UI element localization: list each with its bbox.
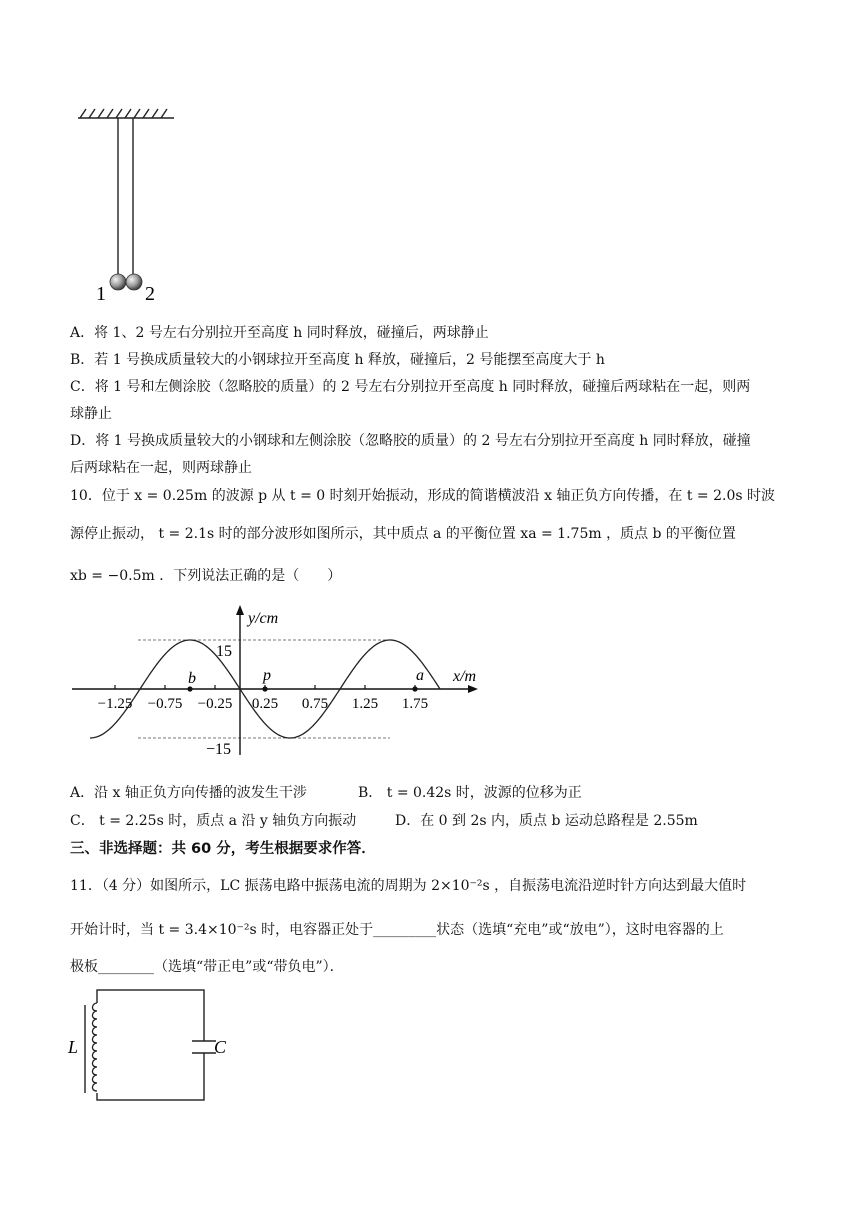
q11-stem-line1: 11．（4 分）如图所示，LC 振荡电路中振荡电流的周期为 2×10⁻²s ，自振荡电流沿逆时针方向达到最大值时 (70, 878, 747, 894)
q10-stem-line3: xb = −0.5m ．下列说法正确的是（ ） (70, 568, 342, 584)
inductor-gap-cover (92, 1003, 104, 1093)
q10-option-d: D．在 0 到 2s 内，质点 b 运动总路程是 2.55m (395, 813, 698, 829)
q9-option-b: B．若 1 号换成质量较大的小钢球拉开至高度 h 释放，碰撞后，2 号能摆至高度大于 h (70, 352, 605, 368)
x-axis-arrow (468, 685, 478, 693)
wave-chart (70, 603, 490, 763)
x-tick-label: −0.75 (147, 696, 183, 712)
q9-option-a: A．将 1、2 号左右分别拉开至高度 h 同时释放，碰撞后，两球静止 (70, 325, 489, 341)
point-a-dot (412, 686, 417, 691)
ball-2-label: 2 (145, 283, 155, 305)
pendulum-figure (70, 100, 190, 305)
point-p-label: p (263, 667, 271, 684)
q9-option-c-line1: C．将 1 号和左侧涂胶（忽略胶的质量）的 2 号左右分别拉开至高度 h 同时释放，碰撞后两球粘在一起，则两 (70, 379, 751, 395)
q10-stem-line1: 10．位于 x = 0.25m 的波源 p 从 t = 0 时刻开始振动，形成的简谐横波沿 x 轴正负方向传播，在 t = 2.0s 时波 (70, 488, 776, 504)
inductor-label: L (68, 1037, 79, 1057)
capacitor-label: C (214, 1037, 227, 1057)
q9-option-c-line2: 球静止 (70, 406, 112, 422)
q10-option-a: A．沿 x 轴正负方向传播的波发生干涉 (70, 785, 307, 801)
q9-option-d-line1: D．将 1 号换成质量较大的小钢球和左侧涂胶（忽略胶的质量）的 2 号左右分别拉开至高度 h 同时释放，碰撞 (70, 433, 751, 449)
wire-gap-cover (198, 1041, 210, 1053)
q9-option-d-line2: 后两球粘在一起，则两球静止 (70, 460, 252, 476)
point-a-label: a (416, 667, 424, 684)
q10-option-b: B． t = 0.42s 时，波源的位移为正 (358, 785, 582, 801)
q11-stem-line3: 极板________（选填“带正电”或“带负电”）． (70, 959, 344, 975)
q10-stem-line2: 源停止振动， t = 2.1s 时的部分波形如图所示，其中质点 a 的平衡位置 xa = 1.75m ，质点 b 的平衡位置 (70, 526, 736, 542)
point-b-dot (187, 686, 192, 691)
x-tick-label: −0.25 (197, 696, 233, 712)
point-b-label: b (188, 670, 196, 687)
y-axis-label: y/cm (248, 610, 279, 627)
point-p-dot (262, 686, 267, 691)
ball-1-label: 1 (96, 283, 106, 305)
ceiling-hatch (78, 109, 174, 118)
lc-circuit (64, 983, 244, 1108)
amplitude-label-neg: −15 (206, 741, 232, 758)
x-tick-label: 0.25 (251, 696, 279, 712)
ball-2 (126, 274, 142, 290)
section-heading: 三、非选择题：共 60 分，考生根据要求作答． (70, 841, 376, 857)
q11-stem-line2: 开始计时，当 t = 3.4×10⁻²s 时，电容器正处于_________状态（选填“充电”或“放电”），这时电容器的上 (70, 922, 724, 938)
ball-1 (110, 274, 126, 290)
x-axis-label: x/m (453, 668, 477, 685)
circuit-wire (97, 990, 204, 1100)
x-tick-label: 1.25 (351, 696, 379, 712)
y-axis-arrow (236, 605, 244, 615)
amplitude-label-pos: 15 (216, 643, 232, 660)
x-tick-label: 0.75 (301, 696, 329, 712)
q10-option-c: C． t = 2.25s 时，质点 a 沿 y 轴负方向振动 (70, 813, 357, 829)
x-tick-label: 1.75 (401, 696, 429, 712)
x-tick-label: −1.25 (97, 696, 133, 712)
